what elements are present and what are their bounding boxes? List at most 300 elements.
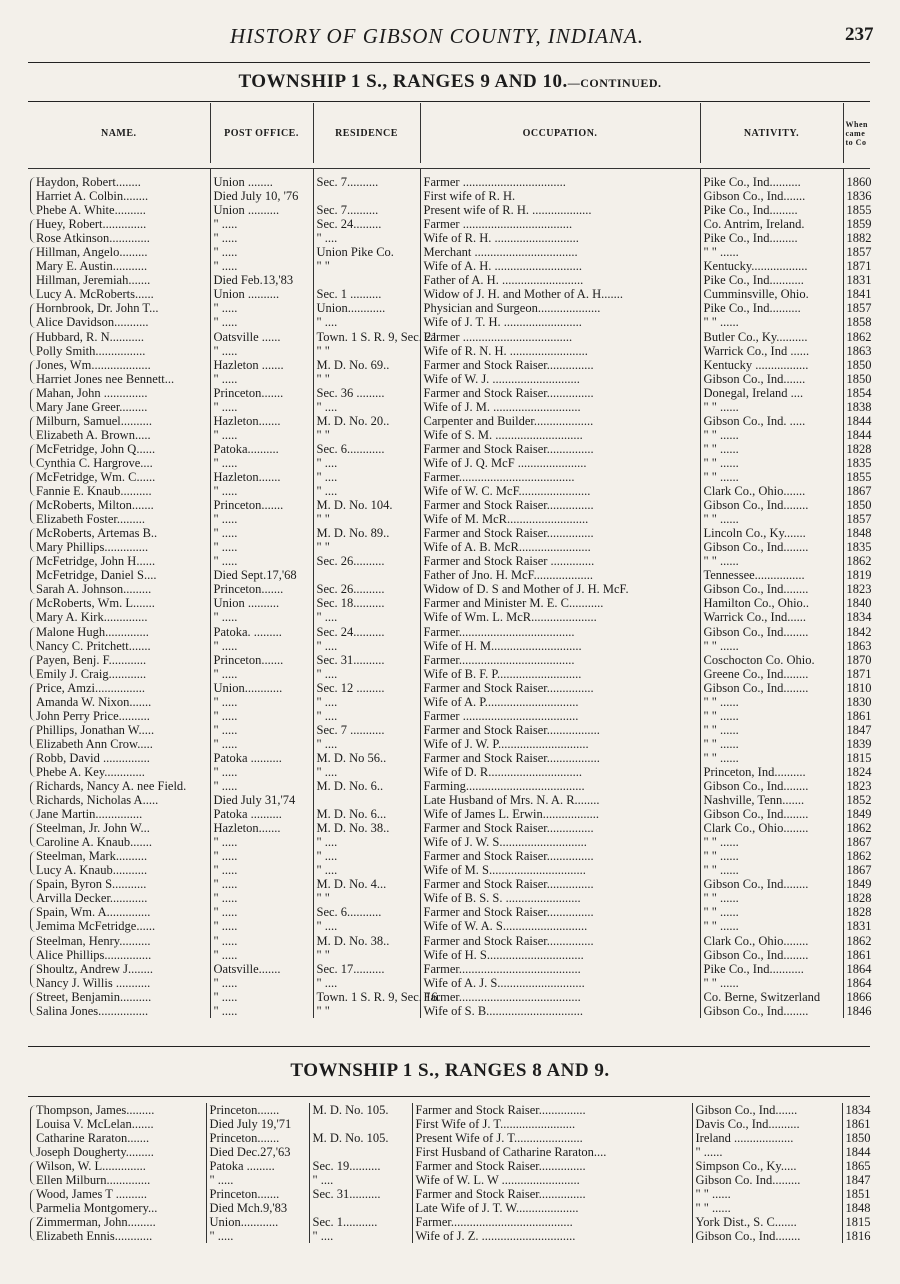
year-cell: 1834	[845, 1103, 871, 1117]
name-cell: Elizabeth Foster.........	[28, 512, 210, 526]
table-row	[28, 1159, 870, 1173]
residence-cell: " ....	[309, 1173, 412, 1187]
residence-cell: M. D. No. 38..	[313, 821, 420, 835]
year-cell: 1849	[846, 877, 872, 892]
post-office-cell: Princeton.......	[210, 498, 313, 512]
occupation-cell: Wife of H. M.............................	[420, 639, 700, 653]
name-cell: Cynthia C. Hargrove....	[28, 456, 210, 470]
nativity-cell: Pike Co., Ind.........	[700, 231, 843, 245]
nativity-cell: Pike Co., Ind...........	[700, 962, 843, 976]
township-table-1	[28, 103, 870, 1018]
table-row	[28, 512, 870, 526]
year-cell: 1844	[846, 413, 872, 428]
year-cell: 1830	[846, 694, 872, 709]
occupation-cell: Wife of J. W. S............................	[420, 835, 700, 849]
residence-cell: M. D. No. 6...	[313, 807, 420, 821]
occupation-cell: Wife of James L. Erwin..................	[420, 807, 700, 821]
nativity-cell: " " ......	[700, 554, 843, 568]
year-cell: 1851	[845, 1187, 871, 1202]
nativity-cell: Nashville, Tenn.......	[700, 793, 843, 807]
post-office-cell: " .....	[210, 372, 313, 386]
family-brace	[30, 598, 37, 622]
family-brace	[30, 683, 37, 721]
occupation-cell: Present Wife of J. T......................	[412, 1131, 692, 1145]
family-brace	[30, 177, 37, 215]
table-row	[28, 540, 870, 554]
table-row	[28, 1215, 870, 1229]
nativity-cell: Lincoln Co., Ky.......	[700, 526, 843, 540]
name-cell: Mahan, John ..............	[28, 386, 210, 400]
nativity-cell: Butler Co., Ky..........	[700, 330, 843, 344]
occupation-cell: Farmer.......................................	[412, 1215, 692, 1229]
family-brace	[30, 823, 37, 847]
name-cell: Malone Hugh..............	[28, 625, 210, 639]
table-row	[28, 442, 870, 456]
name-cell: Spain, Byron S...........	[28, 877, 210, 891]
table-row	[28, 723, 870, 737]
table-row	[28, 737, 870, 751]
post-office-cell: Hazleton.......	[210, 821, 313, 835]
page-number: 237	[845, 24, 874, 45]
nativity-cell: Ireland ...................	[692, 1131, 842, 1145]
column-header-residence: RESIDENCE	[313, 103, 420, 163]
year-cell: 1831	[846, 919, 872, 934]
family-brace	[30, 964, 37, 988]
occupation-cell: Farmer and Minister M. E. C...........	[420, 596, 700, 610]
table-row	[28, 1131, 870, 1145]
column-header-when-came: When came to Co	[845, 119, 868, 147]
table-row	[28, 1229, 870, 1243]
post-office-cell: Union ........	[210, 175, 313, 189]
family-brace	[30, 992, 37, 1016]
year-cell: 1847	[845, 1173, 871, 1188]
post-office-cell: " .....	[210, 231, 313, 245]
occupation-cell: Wife of M. McR..........................	[420, 512, 700, 526]
occupation-cell: Farmer and Stock Raiser...............	[420, 681, 700, 695]
family-brace	[30, 725, 37, 749]
residence-cell: " ....	[313, 919, 420, 933]
nativity-cell: " " ......	[700, 315, 843, 329]
year-cell: 1815	[845, 1215, 871, 1230]
post-office-cell: Patoka..........	[210, 442, 313, 456]
name-cell: Ellen Milburn..............	[28, 1173, 206, 1187]
nativity-cell: Hamilton Co., Ohio..	[700, 596, 843, 610]
occupation-cell: Farmer and Stock Raiser.................	[420, 723, 700, 737]
name-cell: Joseph Dougherty.........	[28, 1145, 206, 1159]
running-head	[0, 24, 900, 54]
table-row	[28, 287, 870, 301]
year-cell: 1824	[846, 764, 872, 779]
family-brace	[30, 907, 37, 931]
family-brace	[30, 247, 37, 299]
table-row	[28, 709, 870, 723]
year-cell: 1867	[846, 835, 872, 850]
post-office-cell: Princeton.......	[210, 582, 313, 596]
nativity-cell: " " ......	[700, 891, 843, 905]
residence-cell: " ....	[313, 976, 420, 990]
name-cell: Steelman, Mark..........	[28, 849, 210, 863]
name-cell: Salina Jones................	[28, 1004, 210, 1018]
post-office-cell: Died Dec.27,'63	[206, 1145, 309, 1159]
occupation-cell: Farmer and Stock Raiser ..............	[420, 554, 700, 568]
occupation-cell: Widow of J. H. and Mother of A. H.......	[420, 287, 700, 301]
occupation-cell: First wife of R. H.	[420, 189, 700, 203]
name-cell: Harriet Jones nee Bennett...	[28, 372, 210, 386]
year-cell: 1823	[846, 582, 872, 597]
post-office-cell: Princeton.......	[206, 1103, 309, 1117]
table-row	[28, 807, 870, 821]
township-table-2	[28, 1103, 870, 1243]
occupation-cell: Wife of A. H. ............................	[420, 259, 700, 273]
occupation-cell: Wife of J. Z. ..............................	[412, 1229, 692, 1243]
residence-cell: M. D. No. 6..	[313, 779, 420, 793]
nativity-cell: Cumminsville, Ohio.	[700, 287, 843, 301]
table-row	[28, 976, 870, 990]
table-row	[28, 386, 870, 400]
nativity-cell: " " ......	[700, 442, 843, 456]
residence-cell: Sec. 24..........	[313, 625, 420, 639]
post-office-cell: Oatsville.......	[210, 962, 313, 976]
nativity-cell: Clark Co., Ohio........	[700, 934, 843, 948]
year-cell: 1857	[846, 245, 872, 260]
family-brace	[30, 332, 37, 356]
nativity-cell: Warrick Co., Ind ......	[700, 344, 843, 358]
residence-cell: " ....	[313, 695, 420, 709]
name-cell: Jane Martin...............	[28, 807, 210, 821]
name-cell: McRoberts, Artemas B..	[28, 526, 210, 540]
occupation-cell: Present wife of R. H. ...................	[420, 203, 700, 217]
post-office-cell: " .....	[210, 905, 313, 919]
year-cell: 1862	[846, 821, 872, 836]
name-cell: Polly Smith................	[28, 344, 210, 358]
name-cell: McFetridge, John H......	[28, 554, 210, 568]
year-cell: 1861	[846, 708, 872, 723]
nativity-cell: " " ......	[700, 905, 843, 919]
post-office-cell: " .....	[210, 217, 313, 231]
nativity-cell: Gibson Co., Ind........	[692, 1229, 842, 1243]
occupation-cell: Wife of A. B. McR.......................	[420, 540, 700, 554]
family-brace	[30, 1105, 37, 1157]
table-row	[28, 962, 870, 976]
table-row	[28, 610, 870, 624]
occupation-cell: Wife of S. M. ............................	[420, 428, 700, 442]
occupation-cell: Farmer .................................	[420, 175, 700, 189]
table-row	[28, 905, 870, 919]
header-top-rule	[28, 101, 870, 102]
table-row	[28, 203, 870, 217]
table-row	[28, 625, 870, 639]
year-cell: 1861	[845, 1117, 871, 1132]
residence-cell: Town. 1 S. R. 9, Sec. 16.	[313, 990, 420, 1004]
name-cell: Alice Davidson...........	[28, 315, 210, 329]
year-cell: 1828	[846, 905, 872, 920]
name-cell: Hillman, Angelo.........	[28, 245, 210, 259]
residence-cell: " "	[313, 948, 420, 962]
year-cell: 1882	[846, 231, 872, 246]
year-cell: 1819	[846, 568, 872, 583]
residence-cell: Sec. 12 .........	[313, 681, 420, 695]
nativity-cell: " " ......	[700, 737, 843, 751]
nativity-cell: Gibson Co., Ind. .....	[700, 414, 843, 428]
nativity-cell: " " ......	[700, 512, 843, 526]
table-row	[28, 948, 870, 962]
name-cell: McFetridge, Wm. C......	[28, 470, 210, 484]
occupation-cell: Wife of Wm. L. McR.....................	[420, 610, 700, 624]
table-row	[28, 526, 870, 540]
occupation-cell: Farmer and Stock Raiser...............	[420, 386, 700, 400]
nativity-cell: Gibson Co. Ind.........	[692, 1173, 842, 1187]
family-brace	[30, 416, 37, 440]
post-office-cell: " .....	[210, 891, 313, 905]
residence-cell: " ....	[313, 456, 420, 470]
occupation-cell: Physician and Surgeon....................	[420, 301, 700, 315]
post-office-cell: " .....	[210, 934, 313, 948]
occupation-cell: Wife of J. T. H. .........................	[420, 315, 700, 329]
table-row	[28, 554, 870, 568]
post-office-cell: " .....	[210, 779, 313, 793]
occupation-cell: Farmer.......................................	[420, 962, 700, 976]
nativity-cell: " " ......	[700, 456, 843, 470]
year-cell: 1847	[846, 722, 872, 737]
residence-cell	[313, 793, 420, 807]
year-cell: 1844	[846, 427, 872, 442]
year-cell: 1849	[846, 807, 872, 822]
post-office-cell: Hazleton.......	[210, 470, 313, 484]
year-cell: 1840	[846, 596, 872, 611]
nativity-cell: Princeton, Ind..........	[700, 765, 843, 779]
occupation-cell: Wife of J. W. P.............................	[420, 737, 700, 751]
post-office-cell: " .....	[210, 301, 313, 315]
name-cell: Price, Amzi................	[28, 681, 210, 695]
nativity-cell: Gibson Co., Ind........	[700, 498, 843, 512]
residence-cell: " "	[313, 1004, 420, 1018]
table-row	[28, 1187, 870, 1201]
name-cell: Jones, Wm...................	[28, 358, 210, 372]
post-office-cell: " .....	[210, 540, 313, 554]
name-cell: Mary Jane Greer.........	[28, 400, 210, 414]
nativity-cell: " " ......	[700, 695, 843, 709]
name-cell: Lucy A. Knaub...........	[28, 863, 210, 877]
table-row	[28, 582, 870, 596]
year-cell: 1842	[846, 624, 872, 639]
post-office-cell: Union ..........	[210, 596, 313, 610]
residence-cell: Sec. 18..........	[313, 596, 420, 610]
year-cell: 1860	[846, 175, 872, 189]
nativity-cell: Co. Antrim, Ireland.	[700, 217, 843, 231]
occupation-cell: Farmer and Stock Raiser...............	[420, 821, 700, 835]
family-brace	[30, 360, 37, 384]
year-cell: 1836	[846, 189, 872, 204]
table-row	[28, 217, 870, 231]
year-cell: 1838	[846, 399, 872, 414]
table-row	[28, 1103, 870, 1117]
occupation-cell: Wife of J. Q. McF ......................	[420, 456, 700, 470]
name-cell: Wilson, W. L..............	[28, 1159, 206, 1173]
occupation-cell: Wife of A. P..............................	[420, 695, 700, 709]
post-office-cell: " .....	[210, 737, 313, 751]
occupation-cell: Widow of D. S and Mother of J. H. McF.	[420, 582, 700, 596]
post-office-cell: Princeton.......	[210, 386, 313, 400]
name-cell: Nancy J. Willis ...........	[28, 976, 210, 990]
nativity-cell: Gibson Co., Ind........	[700, 807, 843, 821]
residence-cell	[309, 1201, 412, 1215]
residence-cell: Sec. 24.........	[313, 217, 420, 231]
residence-cell: " ....	[313, 737, 420, 751]
name-cell: Mary Phillips..............	[28, 540, 210, 554]
post-office-cell: Patoka ..........	[210, 751, 313, 765]
name-cell: Shoultz, Andrew J........	[28, 962, 210, 976]
nativity-cell: " ......	[692, 1145, 842, 1159]
table-row	[28, 835, 870, 849]
name-cell: Fannie E. Knaub..........	[28, 484, 210, 498]
nativity-cell: Pike Co., Ind..........	[700, 301, 843, 315]
occupation-cell: Wife of B. F. P...........................	[420, 667, 700, 681]
post-office-cell: " .....	[210, 990, 313, 1004]
year-cell: 1854	[846, 385, 872, 400]
table-body-1	[28, 175, 870, 1018]
section2-top-rule	[28, 1096, 870, 1097]
post-office-cell: " .....	[210, 456, 313, 470]
table-row	[28, 568, 870, 582]
year-cell: 1844	[845, 1145, 871, 1160]
name-cell: Hillman, Jeremiah.......	[28, 273, 210, 287]
residence-cell: M. D. No. 69..	[313, 358, 420, 372]
table-row	[28, 1145, 870, 1159]
name-cell: Mary E. Austin...........	[28, 259, 210, 273]
residence-cell: M. D. No. 20..	[313, 414, 420, 428]
residence-cell: Sec. 1...........	[309, 1215, 412, 1229]
name-cell: Nancy C. Pritchett.......	[28, 639, 210, 653]
name-cell: Rose Atkinson.............	[28, 231, 210, 245]
post-office-cell: " .....	[210, 667, 313, 681]
section-title-1-text: TOWNSHIP 1 S., RANGES 9 AND 10.	[238, 71, 568, 92]
column-header-nativity: NATIVITY.	[700, 103, 843, 163]
table-row	[28, 372, 870, 386]
post-office-cell: Union ..........	[210, 287, 313, 301]
nativity-cell: Gibson Co., Ind.......	[692, 1103, 842, 1117]
section-title-2	[0, 1060, 900, 1082]
post-office-cell: " .....	[210, 835, 313, 849]
name-cell: Hornbrook, Dr. John T...	[28, 301, 210, 315]
year-cell: 1863	[846, 343, 872, 358]
occupation-cell: First Husband of Catharine Raraton....	[412, 1145, 692, 1159]
post-office-cell: Princeton.......	[206, 1131, 309, 1145]
year-cell: 1834	[846, 610, 872, 625]
table-row	[28, 891, 870, 905]
post-office-cell: " .....	[210, 315, 313, 329]
occupation-cell: Wife of W. C. McF.......................	[420, 484, 700, 498]
name-cell: McRoberts, Milton.......	[28, 498, 210, 512]
year-cell: 1861	[846, 947, 872, 962]
year-cell: 1835	[846, 540, 872, 555]
post-office-cell: " .....	[210, 554, 313, 568]
family-brace	[30, 936, 37, 960]
post-office-cell: " .....	[210, 765, 313, 779]
residence-cell: " ....	[313, 863, 420, 877]
table-row	[28, 779, 870, 793]
table-header-row	[28, 103, 870, 163]
year-cell: 1815	[846, 750, 872, 765]
table-row	[28, 470, 870, 484]
post-office-cell: " .....	[210, 863, 313, 877]
post-office-cell: Died Mch.9,'83	[206, 1201, 309, 1215]
nativity-cell: " " ......	[700, 919, 843, 933]
post-office-cell: Patoka ..........	[210, 807, 313, 821]
year-cell: 1870	[846, 652, 872, 667]
table-row	[28, 344, 870, 358]
occupation-cell: Farmer and Stock Raiser...............	[420, 934, 700, 948]
nativity-cell: Gibson Co., Ind........	[700, 948, 843, 962]
table-row	[28, 793, 870, 807]
residence-cell: " "	[313, 891, 420, 905]
residence-cell: M. D. No. 105.	[309, 1103, 412, 1117]
nativity-cell: " " ......	[700, 835, 843, 849]
residence-cell: Sec. 19..........	[309, 1159, 412, 1173]
year-cell: 1841	[846, 287, 872, 302]
nativity-cell: Gibson Co., Ind........	[700, 877, 843, 891]
name-cell: Robb, David ...............	[28, 751, 210, 765]
year-cell: 1850	[846, 498, 872, 513]
residence-cell: " "	[313, 344, 420, 358]
occupation-cell: Wife of A. J. S............................	[420, 976, 700, 990]
table-row	[28, 821, 870, 835]
name-cell: Phillips, Jonathan W.....	[28, 723, 210, 737]
table-row	[28, 639, 870, 653]
post-office-cell: " .....	[210, 259, 313, 273]
post-office-cell: " .....	[210, 512, 313, 526]
year-cell: 1867	[846, 484, 872, 499]
year-cell: 1848	[845, 1201, 871, 1216]
occupation-cell: First Wife of J. T........................	[412, 1117, 692, 1131]
name-cell: Mary A. Kirk..............	[28, 610, 210, 624]
nativity-cell: Donegal, Ireland ....	[700, 386, 843, 400]
year-cell: 1831	[846, 273, 872, 288]
name-cell: Harriet A. Colbin........	[28, 189, 210, 203]
family-brace	[30, 1217, 37, 1241]
occupation-cell: Wife of W. A. S...........................	[420, 919, 700, 933]
residence-cell: " ....	[313, 849, 420, 863]
post-office-cell: Hazleton .......	[210, 358, 313, 372]
occupation-cell: Farmer.......................................	[420, 990, 700, 1004]
post-office-cell: " .....	[210, 245, 313, 259]
nativity-cell: Greene Co., Ind........	[700, 667, 843, 681]
family-brace	[30, 444, 37, 468]
residence-cell	[313, 273, 420, 287]
table-row	[28, 231, 870, 245]
occupation-cell: Farmer and Stock Raiser...............	[420, 849, 700, 863]
occupation-cell: Father of Jno. H. McF...................	[420, 568, 700, 582]
year-cell: 1862	[846, 849, 872, 864]
nativity-cell: Kentucky..................	[700, 259, 843, 273]
name-cell: Phebe A. White..........	[28, 203, 210, 217]
residence-cell: " "	[313, 259, 420, 273]
family-brace	[30, 627, 37, 651]
post-office-cell: Union............	[210, 681, 313, 695]
family-brace	[30, 781, 37, 805]
residence-cell: Sec. 17..........	[313, 962, 420, 976]
family-brace	[30, 500, 37, 524]
nativity-cell: Pike Co., Ind...........	[700, 273, 843, 287]
nativity-cell: Pike Co., Ind..........	[700, 175, 843, 189]
section-title-1	[0, 71, 900, 93]
residence-cell: " ....	[309, 1229, 412, 1243]
name-cell: Phebe A. Key.............	[28, 765, 210, 779]
running-title: HISTORY OF GIBSON COUNTY, INDIANA.	[230, 24, 644, 48]
nativity-cell: Warrick Co., Ind......	[700, 610, 843, 624]
table-row	[28, 990, 870, 1004]
table-row	[28, 877, 870, 891]
occupation-cell: Farmer ...................................	[420, 330, 700, 344]
